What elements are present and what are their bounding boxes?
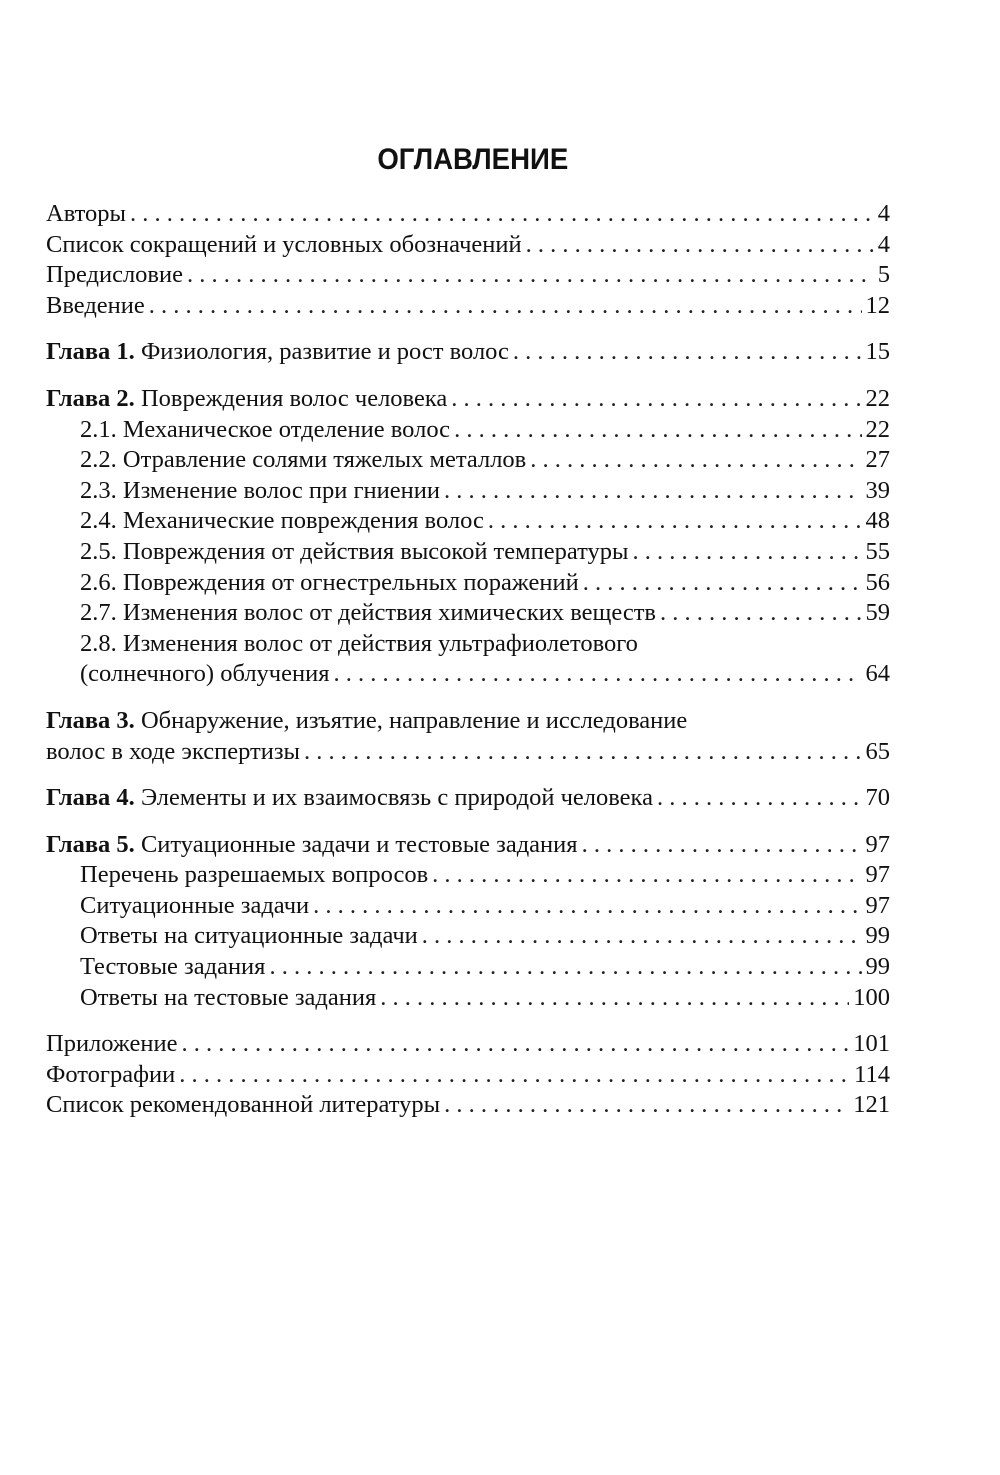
dot-leader xyxy=(149,291,862,322)
chapter-title: Обнаружение, изъятие, направление и исследование xyxy=(140,706,688,734)
toc-entry-label xyxy=(46,830,578,861)
toc-entry-label: 2.1. Механическое отделение волос xyxy=(80,415,451,443)
chapter-number: Глава 1. xyxy=(46,338,135,366)
toc-page-number: 64 xyxy=(865,660,890,688)
toc-entry-section-2-8[interactable] xyxy=(46,659,890,690)
toc-page-number: 15 xyxy=(865,338,890,366)
chapter-title: Повреждения волос человека xyxy=(140,384,448,412)
toc-entry-chapter-3-line1[interactable] xyxy=(46,706,890,737)
toc-page-number: 114 xyxy=(854,1060,890,1088)
dot-leader xyxy=(130,199,874,230)
chapter-number: Глава 5. xyxy=(46,830,135,858)
dot-leader xyxy=(583,568,862,599)
toc-entry-label xyxy=(46,706,687,737)
toc-page-number: 97 xyxy=(865,891,890,919)
dot-leader xyxy=(187,260,874,291)
toc-entry-chapter-3[interactable] xyxy=(46,737,890,768)
dot-leader xyxy=(582,830,862,861)
toc-entry-tests[interactable] xyxy=(46,952,890,983)
toc-page-number: 22 xyxy=(865,415,890,443)
toc-page-number: 59 xyxy=(865,599,890,627)
toc-entry-label: Список рекомендованной литературы xyxy=(46,1091,441,1119)
toc-entry-label: 2.5. Повреждения от действия высокой температуры xyxy=(80,537,629,565)
toc-entry-section-2-7[interactable] xyxy=(46,598,890,629)
toc-page-number: 5 xyxy=(877,261,890,289)
toc-page-number: 70 xyxy=(865,784,890,812)
toc-entry-section-2-1[interactable] xyxy=(46,415,890,446)
toc-entry-label: Предисловие xyxy=(46,261,183,289)
toc-entry-label: 2.7. Изменения волос от действия химических веществ xyxy=(80,599,657,627)
dot-leader xyxy=(454,415,861,446)
toc-entry-label: 2.4. Механические повреждения волос xyxy=(80,507,484,535)
toc-entry-preface[interactable] xyxy=(46,260,890,291)
toc-entry-abbreviations[interactable] xyxy=(46,230,890,261)
toc-entry-label: Перечень разрешаемых вопросов xyxy=(80,861,429,889)
dot-leader xyxy=(422,921,862,952)
toc-entry-chapter-5[interactable] xyxy=(46,830,890,861)
toc-entry-questions-list[interactable] xyxy=(46,860,890,891)
toc-entry-label: Авторы xyxy=(46,200,126,227)
toc-entry-test-answers[interactable] xyxy=(46,983,890,1014)
chapter-number: Глава 2. xyxy=(46,384,135,412)
toc-entry-label: 2.3. Изменение волос при гниении xyxy=(80,476,440,504)
chapter-title: Физиология, развитие и рост волос xyxy=(140,338,509,366)
dot-leader xyxy=(432,860,861,891)
dot-leader xyxy=(526,230,874,261)
toc-page-number: 99 xyxy=(865,953,890,981)
chapter-number: Глава 3. xyxy=(46,706,135,734)
toc-page-number: 101 xyxy=(853,1030,890,1058)
toc-entry-section-2-5[interactable] xyxy=(46,537,890,568)
toc-page-number: 97 xyxy=(865,861,890,889)
toc-entry-label: (солнечного) облучения xyxy=(80,660,330,688)
toc-entry-section-2-4[interactable] xyxy=(46,506,890,537)
toc-page-number: 27 xyxy=(865,446,890,474)
toc-entry-references[interactable] xyxy=(46,1090,890,1121)
toc-entry-label xyxy=(46,384,447,415)
toc-page-number: 99 xyxy=(865,922,890,950)
dot-leader xyxy=(444,476,862,507)
toc-entry-label: 2.8. Изменения волос от действия ультрафиолетового xyxy=(80,629,638,657)
chapter-number: Глава 4. xyxy=(46,784,135,812)
toc-entry-chapter-2[interactable] xyxy=(46,384,890,415)
toc-entry-label: Тестовые задания xyxy=(80,953,266,981)
toc-entry-appendix[interactable] xyxy=(46,1029,890,1060)
toc-entry-introduction[interactable] xyxy=(46,291,890,322)
toc-entry-section-2-8-line1[interactable] xyxy=(46,629,890,660)
dot-leader xyxy=(660,598,861,629)
toc-page-number: 39 xyxy=(865,476,890,504)
toc-page-number: 22 xyxy=(865,384,890,412)
toc-entry-label xyxy=(46,783,653,814)
dot-leader xyxy=(304,737,862,768)
dot-leader xyxy=(444,1090,849,1121)
toc-entry-label: Приложение xyxy=(46,1030,178,1058)
table-of-contents xyxy=(46,199,890,1121)
dot-leader xyxy=(182,1029,850,1060)
chapter-title: Элементы и их взаимосвязь с природой человека xyxy=(140,784,653,812)
dot-leader xyxy=(488,506,862,537)
toc-entry-situational-answers[interactable] xyxy=(46,921,890,952)
toc-entry-situational-tasks[interactable] xyxy=(46,891,890,922)
dot-leader xyxy=(632,537,861,568)
toc-page-number: 100 xyxy=(853,983,890,1011)
toc-entry-label: Список сокращений и условных обозначений xyxy=(46,230,522,258)
toc-entry-label xyxy=(46,337,509,368)
dot-leader xyxy=(513,337,862,368)
dot-leader xyxy=(269,952,861,983)
dot-leader xyxy=(530,445,861,476)
toc-entry-label: Фотографии xyxy=(46,1060,176,1088)
dot-leader xyxy=(451,384,861,415)
dot-leader xyxy=(179,1060,850,1091)
toc-page-number: 121 xyxy=(853,1091,890,1119)
toc-entry-label: Ситуационные задачи xyxy=(80,891,310,919)
toc-entry-label: Введение xyxy=(46,291,145,319)
toc-entry-section-2-6[interactable] xyxy=(46,568,890,599)
dot-leader xyxy=(313,891,861,922)
toc-entry-photos[interactable] xyxy=(46,1060,890,1091)
toc-entry-section-2-2[interactable] xyxy=(46,445,890,476)
toc-page-number: 48 xyxy=(865,507,890,535)
dot-leader xyxy=(657,783,862,814)
toc-entry-label: Ответы на тестовые задания xyxy=(80,983,377,1011)
toc-entry-label: Ответы на ситуационные задачи xyxy=(80,922,418,950)
toc-entry-authors[interactable] xyxy=(46,199,890,230)
toc-entry-section-2-3[interactable] xyxy=(46,476,890,507)
toc-page-number: 97 xyxy=(865,830,890,858)
toc-page-number: 4 xyxy=(877,230,890,258)
toc-page-number: 55 xyxy=(865,537,890,565)
toc-entry-label: 2.6. Повреждения от огнестрельных поражений xyxy=(80,568,579,596)
toc-entry-label: волос в ходе экспертизы xyxy=(46,737,300,765)
toc-page-number: 12 xyxy=(865,291,890,319)
toc-page-number: 4 xyxy=(877,200,890,227)
chapter-title: Ситуационные задачи и тестовые задания xyxy=(140,830,578,858)
page-title: ОГЛАВЛЕНИЕ xyxy=(377,143,569,176)
toc-entry-chapter-4[interactable] xyxy=(46,783,890,814)
toc-entry-label: 2.2. Отравление солями тяжелых металлов xyxy=(80,446,527,474)
dot-leader xyxy=(334,659,862,690)
toc-page-number: 56 xyxy=(865,568,890,596)
toc-page-number: 65 xyxy=(865,737,890,765)
toc-entry-chapter-1[interactable] xyxy=(46,337,890,368)
dot-leader xyxy=(380,983,849,1014)
